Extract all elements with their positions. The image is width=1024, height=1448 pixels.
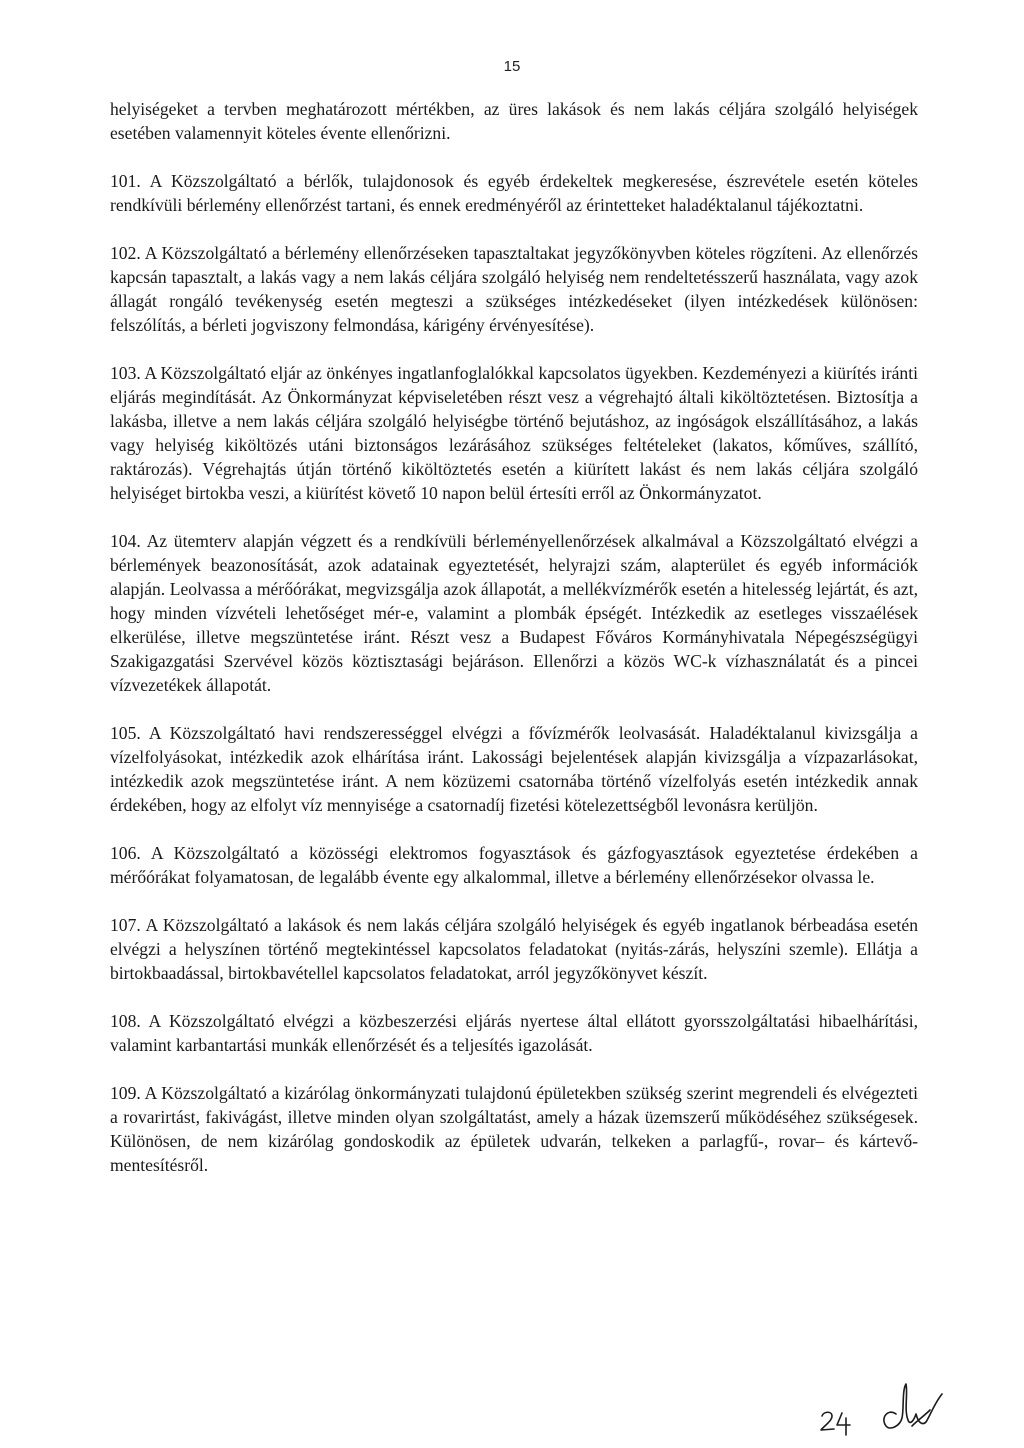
paragraph-number: 107. [110, 915, 141, 935]
paragraph-105 [110, 721, 918, 817]
paragraph-number: 102. [110, 243, 141, 263]
paragraph-107 [110, 913, 918, 985]
paragraph-number: 105. [110, 723, 141, 743]
paragraph-text: helyiségeket a tervben meghatározott mértékben, az üres lakások és nem lakás céljára szolgáló helyiségek esetében valamennyit köteles évente ellenőrizni. [110, 99, 918, 143]
paragraph-text: A Közszolgáltató a bérlők, tulajdonosok és egyéb érdekeltek megkeresése, észrevétele esetén köteles rendkívüli bérlemény ellenőrzést tartani, és ennek eredményéről az érintetteket haladéktalanul tájékoztatni. [110, 171, 918, 215]
paragraph-103 [110, 361, 918, 505]
paragraph-text: A Közszolgáltató havi rendszerességgel elvégzi a fővízmérők leolvasását. Haladéktalanul kivizsgálja a vízelfolyásokat, intézkedik azok elhárítása iránt. Lakossági bejelentések alapján kivizsgálja a vízpazarlásokat, intézkedik azok megszüntetése iránt. A nem közüzemi csatornába történő vízelfolyás esetén intézkedik annak érdekében, hogy az elfolyt víz mennyisége a csatornadíj fizetési kötelezettségből levonásra kerüljön. [110, 723, 918, 815]
paragraph-continuation [110, 97, 918, 145]
paragraph-text: A Közszolgáltató a kizárólag önkormányzati tulajdonú épületekben szükség szerint megrendeli és elvégezteti a rovarirtást, fakivágást, illetve minden olyan szolgáltatást, amely a házak üzemszerű működéséhez szükségesek. Különösen, de nem kizárólag gondoskodik az épületek udvarán, telkeken a parlagfű-, rovar– és kártevő-mentesítésről. [110, 1083, 918, 1175]
paragraph-106 [110, 841, 918, 889]
paragraph-number: 101. [110, 171, 141, 191]
paragraph-109 [110, 1081, 918, 1177]
paragraph-number: 103. [110, 363, 141, 383]
paragraph-text: A Közszolgáltató a bérlemény ellenőrzéseken tapasztaltakat jegyzőkönyvben köteles rögzíteni. Az ellenőrzés kapcsán tapasztalt, a lakás vagy a nem lakás céljára szolgáló helyiség nem rendeltetésszerű használata, vagy azok állagát rongáló tevékenység esetén megteszi a szükséges intézkedéseket (ilyen intézkedések különösen: felszólítás, a bérleti jogviszony felmondása, kárigény érvényesítése). [110, 243, 918, 335]
paragraph-text: Az ütemterv alapján végzett és a rendkívüli bérleményellenőrzések alkalmával a Közszolgáltató elvégzi a bérlemények beazonosítását, azok adatainak egyeztetését, helyrajzi szám, alapterület és egyéb információk alapján. Leolvassa a mérőórákat, megvizsgálja azok állapotát, a mellékvízmérők esetén a hitelesség lejártát, és azt, hogy minden vízvételi lehetőséget mér-e, valamint a plombák épségét. Intézkedik az esetleges visszaélések elkerülése, illetve megszüntetése iránt. Részt vesz a Budapest Főváros Kormányhivatala Népegészségügyi Szakigazgatási Szervével közös köztisztasági bejáráson. Ellenőrzi a közös WC-k vízhasználatát és a pincei vízvezetékek állapotát. [110, 531, 918, 695]
paragraph-102 [110, 241, 918, 337]
paragraph-number: 108. [110, 1011, 141, 1031]
paragraph-text: A Közszolgáltató elvégzi a közbeszerzési eljárás nyertese által ellátott gyorsszolgáltatási hibaelhárítási, valamint karbantartási munkák ellenőrzését és a teljesítés igazolását. [110, 1011, 918, 1055]
page-number: 15 [503, 58, 521, 75]
paragraph-number: 106. [110, 843, 141, 863]
paragraph-text: A Közszolgáltató eljár az önkényes ingatlanfoglalókkal kapcsolatos ügyekben. Kezdeményezi a kiürítés iránti eljárás megindítását. Az Önkormányzat képviseletében részt vesz a végrehajtó általi kiköltöztetésen. Biztosítja a lakásba, illetve a nem lakás céljára szolgáló helyiségbe történő bejutáshoz, az ingóságok elszállításához, a lakás vagy helyiség kiköltözés utáni biztonságos lezárásához szükséges feltételeket (lakatos, kőműves, szállító, raktározás). Végrehajtás útján történő kiköltöztetés esetén a kiürített lakást és nem lakás céljára szolgáló helyiséget birtokba veszi, a kiürítést követő 10 napon belül értesíti erről az Önkormányzatot. [110, 363, 918, 503]
paragraph-104 [110, 529, 918, 697]
paragraph-number: 109. [110, 1083, 141, 1103]
paragraph-101 [110, 169, 918, 217]
initials-scribble [884, 1384, 942, 1428]
signature-ink [821, 1384, 942, 1435]
paragraph-text: A Közszolgáltató a lakások és nem lakás céljára szolgáló helyiségek és egyéb ingatlanok bérbeadása esetén elvégzi a helyszínen történő megtekintéssel kapcsolatos feladatokat (nyitás-zárás, helyszíni szemle). Ellátja a birtokbaadással, birtokbavétellel kapcsolatos feladatokat, arról jegyzőkönyvet készít. [110, 915, 918, 983]
paragraph-text: A Közszolgáltató a közösségi elektromos fogyasztások és gázfogyasztások egyeztetése érdekében a mérőórákat folyamatosan, de legalább évente egy alkalommal, illetve a bérlemény ellenőrzésekor olvassa le. [110, 843, 918, 887]
handwritten-digit-2 [821, 1412, 834, 1430]
handwritten-digit-4 [837, 1413, 850, 1435]
paragraph-number: 104. [110, 531, 141, 551]
paragraph-108 [110, 1009, 918, 1057]
document-body [110, 97, 918, 1201]
handwritten-signature [818, 1380, 968, 1440]
